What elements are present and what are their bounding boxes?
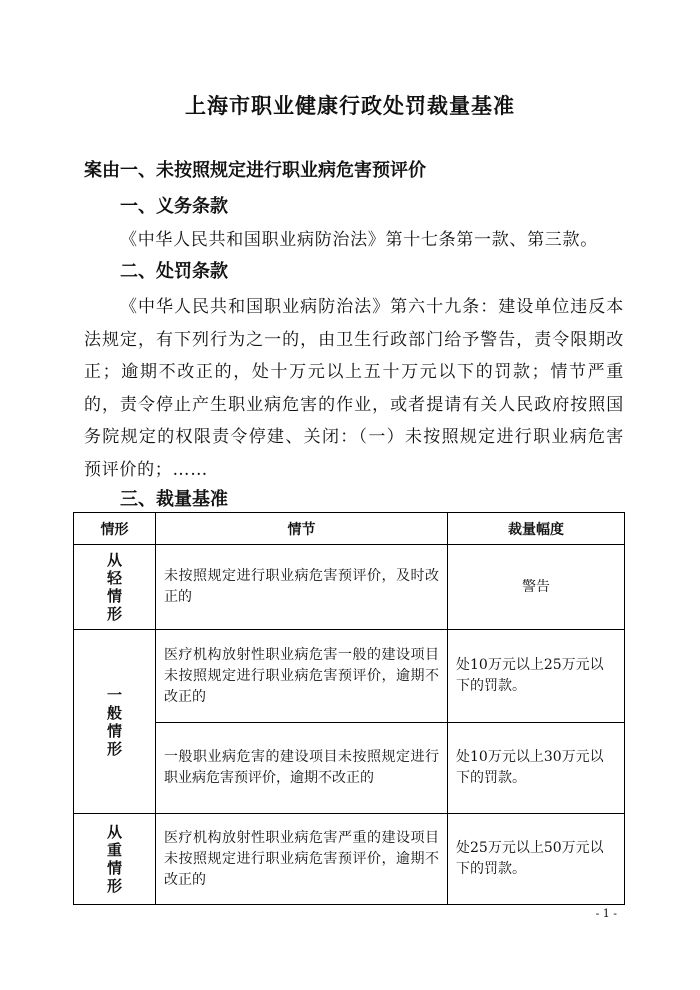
category-general: 一般情形 [74, 630, 156, 814]
row-circumstance: 一般职业病危害的建设项目未按照规定进行职业病危害预评价，逾期不改正的 [156, 723, 448, 814]
table-row [74, 814, 625, 905]
section-standard-heading: 三、裁量基准 [120, 489, 228, 510]
table-row [74, 723, 625, 814]
row-circumstance: 医疗机构放射性职业病危害一般的建设项目未按照规定进行职业病危害预评价，逾期不改正的 [156, 630, 448, 723]
header-circumstance: 情节 [156, 513, 448, 545]
section-obligation-text: 《中华人民共和国职业病防治法》第十七条第一款、第三款。 [120, 230, 598, 250]
section-obligation-heading: 一、义务条款 [120, 196, 228, 217]
row-penalty: 警告 [448, 545, 625, 630]
section-penalty-heading: 二、处罚条款 [120, 261, 228, 282]
header-category: 情形 [74, 513, 156, 545]
header-penalty-range: 裁量幅度 [448, 513, 625, 545]
page-number: - 1 - [595, 907, 617, 920]
row-circumstance: 未按照规定进行职业病危害预评价，及时改正的 [156, 545, 448, 630]
category-light: 从轻情形 [74, 545, 156, 630]
document-title: 上海市职业健康行政处罚裁量基准 [185, 93, 515, 118]
case-heading: 案由一、未按照规定进行职业病危害预评价 [84, 160, 426, 181]
row-penalty: 处10万元以上30万元以下的罚款。 [448, 723, 625, 814]
table-row [74, 545, 625, 630]
row-penalty: 处10万元以上25万元以下的罚款。 [448, 630, 625, 723]
section-penalty-text: 《中华人民共和国职业病防治法》第六十九条：建设单位违反本法规定，有下列行为之一的，由卫生行政部门给予警告，责令限期改正；逾期不改正的，处十万元以上五十万元以下的罚款；情节严重的，责令停止产生职业病危害的作业，或者提请有关人民政府按照国务院规定的权限责令停建、关闭：（一）未按照规定进行职业病危害预评价的；…… [84, 297, 624, 480]
row-penalty: 处25万元以上50万元以下的罚款。 [448, 814, 625, 905]
table-header-row [74, 513, 625, 545]
row-circumstance: 医疗机构放射性职业病危害严重的建设项目未按照规定进行职业病危害预评价，逾期不改正的 [156, 814, 448, 905]
discretion-standard-table [73, 512, 625, 905]
table-row [74, 630, 625, 723]
category-heavy: 从重情形 [74, 814, 156, 905]
